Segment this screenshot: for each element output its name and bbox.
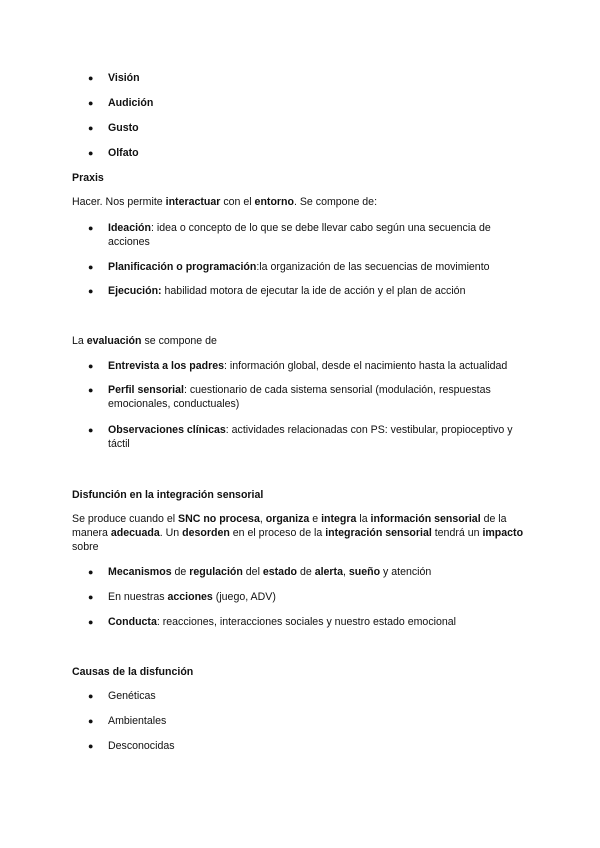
list-item: [108, 590, 538, 604]
sense-label: Olfato: [108, 147, 139, 159]
text: : cuestionario de cada sistema sensorial (modulación, respuestas emocionales, conductuales): [108, 384, 491, 410]
section-heading: [72, 171, 104, 185]
list-item: [108, 423, 533, 451]
list-item: [108, 615, 538, 629]
text: en el proceso de la: [229, 527, 326, 539]
text: integra: [321, 513, 357, 525]
text: sobre: [72, 541, 99, 553]
text: En nuestras: [108, 591, 168, 603]
text: de: [297, 566, 315, 578]
paragraph: [72, 334, 217, 348]
text: ,: [259, 513, 266, 525]
bullet: ●: [88, 567, 94, 577]
text: Entrevista a los padres: [108, 360, 224, 372]
bullet: ●: [88, 73, 94, 83]
list-item: [108, 383, 528, 411]
paragraph: [72, 512, 542, 554]
text: : actividades relacionadas con PS: vestibular, propioceptivo y táctil: [108, 424, 513, 450]
text: evaluación: [86, 335, 142, 347]
section-heading: [72, 488, 263, 502]
text: sueño: [348, 566, 381, 578]
text: habilidad motora de ejecutar la ide de acción y el plan de acción: [161, 285, 466, 297]
text: La: [72, 335, 87, 347]
paragraph: [72, 195, 377, 209]
text: Ambientales: [108, 715, 167, 727]
list-item: [108, 121, 538, 135]
text: Observaciones clínicas: [108, 424, 226, 436]
text: impacto: [482, 527, 524, 539]
bullet: ●: [88, 617, 94, 627]
list-item: [108, 71, 538, 85]
list-item: [108, 260, 538, 274]
text: integración sensorial: [325, 527, 432, 539]
text: alerta: [314, 566, 343, 578]
bullet: ●: [88, 361, 94, 371]
bullet: ●: [88, 385, 94, 395]
sense-label: Audición: [108, 97, 154, 109]
sense-label: Visión: [108, 72, 140, 84]
heading-text: Praxis: [72, 172, 104, 184]
list-item: [108, 284, 538, 298]
text: . Se compone de:: [293, 196, 378, 208]
text: entorno: [254, 196, 294, 208]
bullet: ●: [88, 592, 94, 602]
list-item: [108, 146, 538, 160]
sense-label: Gusto: [108, 122, 139, 134]
text: tendrá un: [431, 527, 483, 539]
text: acciones: [167, 591, 213, 603]
text: de: [171, 566, 190, 578]
text: se compone de: [141, 335, 217, 347]
text: organiza: [265, 513, 310, 525]
text: interactuar: [165, 196, 221, 208]
text: ,: [342, 566, 349, 578]
bullet: ●: [88, 262, 94, 272]
bullet: ●: [88, 691, 94, 701]
bullet: ●: [88, 223, 94, 233]
text: la: [356, 513, 371, 525]
list-item: [108, 714, 538, 728]
list-item: [108, 689, 538, 703]
text: : información global, desde el nacimiento hasta la actualidad: [224, 360, 508, 372]
text: (juego, ADV): [212, 591, 276, 603]
bullet: ●: [88, 98, 94, 108]
list-item: [108, 96, 538, 110]
text: SNC no procesa: [178, 513, 260, 525]
text: estado: [262, 566, 298, 578]
text: :la organización de las secuencias de movimiento: [256, 261, 490, 273]
bullet: ●: [88, 716, 94, 726]
bullet: ●: [88, 741, 94, 751]
text: : reacciones, interacciones sociales y nuestro estado emocional: [156, 616, 456, 628]
text: desorden: [182, 527, 230, 539]
text: con el: [220, 196, 255, 208]
text: Ideación: [108, 222, 151, 234]
text: Ejecución:: [108, 285, 162, 297]
text: . Un: [159, 527, 183, 539]
heading-text: Disfunción en la integración sensorial: [72, 489, 264, 501]
list-item: [108, 359, 538, 373]
text: Desconocidas: [108, 740, 175, 752]
text: información sensorial: [370, 513, 481, 525]
text: y atención: [380, 566, 432, 578]
text: adecuada: [110, 527, 160, 539]
text: Genéticas: [108, 690, 156, 702]
text: Mecanismos: [108, 566, 172, 578]
text: del: [242, 566, 263, 578]
text: Se produce cuando el: [72, 513, 179, 525]
bullet: ●: [88, 123, 94, 133]
text: : idea o concepto de lo que se debe llevar cabo según una secuencia de acciones: [108, 222, 491, 248]
bullet: ●: [88, 286, 94, 296]
text: Hacer. Nos permite: [72, 196, 166, 208]
text: e: [309, 513, 322, 525]
bullet: ●: [88, 425, 94, 435]
section-heading: [72, 665, 193, 679]
text: Perfil sensorial: [108, 384, 184, 396]
text: Planificación o programación: [108, 261, 257, 273]
bullet: ●: [88, 148, 94, 158]
text: de la manera: [72, 513, 507, 539]
text: Conducta: [108, 616, 157, 628]
heading-text: Causas de la disfunción: [72, 666, 194, 678]
text: regulación: [189, 566, 243, 578]
list-item: [108, 221, 528, 249]
list-item: [108, 565, 538, 579]
list-item: [108, 739, 538, 753]
